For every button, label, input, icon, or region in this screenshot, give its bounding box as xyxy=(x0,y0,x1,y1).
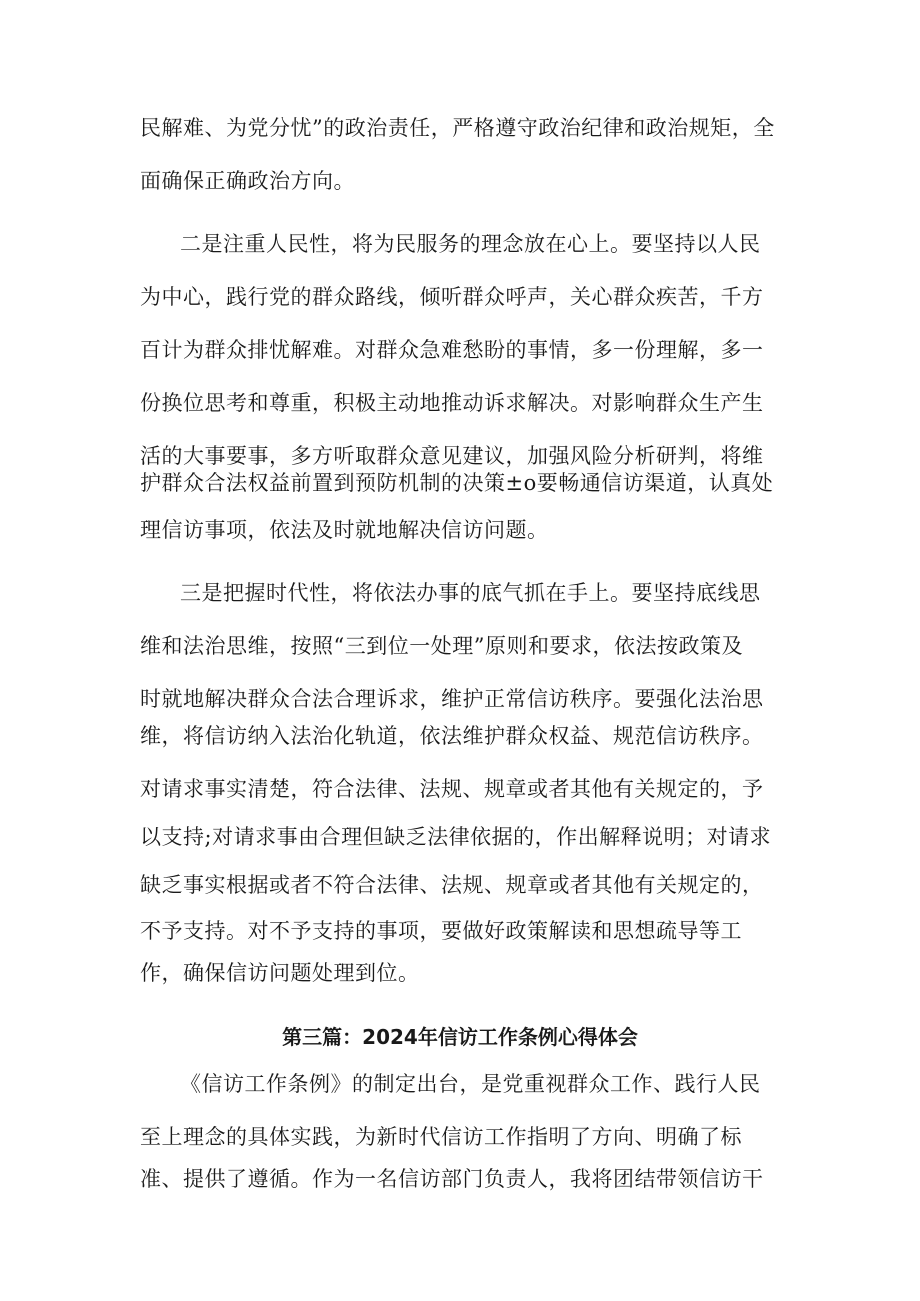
paragraph-2-line-6: 护群众合法权益前置到预防机制的决策±o要畅通信访渠道，认真处 xyxy=(140,471,774,495)
paragraph-2-line-5: 活的大事要事，多方听取群众意见建议，加强风险分析研判，将维 xyxy=(140,444,764,468)
paragraph-4-line-3: 准、提供了遵循。作为一名信访部门负责人，我将团结带领信访干 xyxy=(140,1167,764,1191)
paragraph-3-line-6: 以支持;对请求事由合理但缺乏法律依据的，作出解释说明；对请求 xyxy=(140,825,772,849)
section-title: 第三篇：2024年信访工作条例心得体会 xyxy=(282,1025,638,1049)
paragraph-4-line-2: 至上理念的具体实践，为新时代信访工作指明了方向、明确了标 xyxy=(140,1125,742,1149)
paragraph-2-line-3: 百计为群众排忧解难。对群众急难愁盼的事情，多一份理解，多一 xyxy=(140,338,764,362)
paragraph-2-line-2: 为中心，践行党的群众路线，倾听群众呼声，关心群众疾苦，千方 xyxy=(140,285,764,309)
paragraph-3-line-1: 三是把握时代性，将依法办事的底气抓在手上。要坚持底线思 xyxy=(180,581,761,605)
paragraph-3-line-7: 缺乏事实根据或者不符合法律、法规、规章或者其他有关规定的， xyxy=(140,873,764,897)
paragraph-3-line-9: 作，确保信访问题处理到位。 xyxy=(140,961,420,985)
paragraph-2-line-7: 理信访事项，依法及时就地解决信访问题。 xyxy=(140,518,549,542)
paragraph-1-line-1: 民解难、为党分忧”的政治责任，严格遵守政治纪律和政治规矩，全 xyxy=(140,116,775,140)
paragraph-3-line-5: 对请求事实清楚，符合法律、法规、规章或者其他有关规定的，予 xyxy=(140,777,764,801)
paragraph-4-line-1: 《信访工作条例》的制定出台，是党重视群众工作、践行人民 xyxy=(180,1072,761,1096)
paragraph-3-line-8: 不予支持。对不予支持的事项，要做好政策解读和思想疏导等工 xyxy=(140,919,742,943)
paragraph-3-line-2: 维和法治思维，按照“三到位一处理”原则和要求，依法按政策及 xyxy=(140,634,743,658)
paragraph-1-line-2: 面确保正确政治方向。 xyxy=(140,169,355,193)
paragraph-2-line-1: 二是注重人民性，将为民服务的理念放在心上。要坚持以人民 xyxy=(180,232,761,256)
paragraph-3-line-4: 维，将信访纳入法治化轨道，依法维护群众权益、规范信访秩序。 xyxy=(140,724,764,748)
paragraph-2-line-4: 份换位思考和尊重，积极主动地推动诉求解决。对影响群众生产生 xyxy=(140,391,764,415)
paragraph-3-line-3: 时就地解决群众合法合理诉求，维护正常信访秩序。要强化法治思 xyxy=(140,687,764,711)
